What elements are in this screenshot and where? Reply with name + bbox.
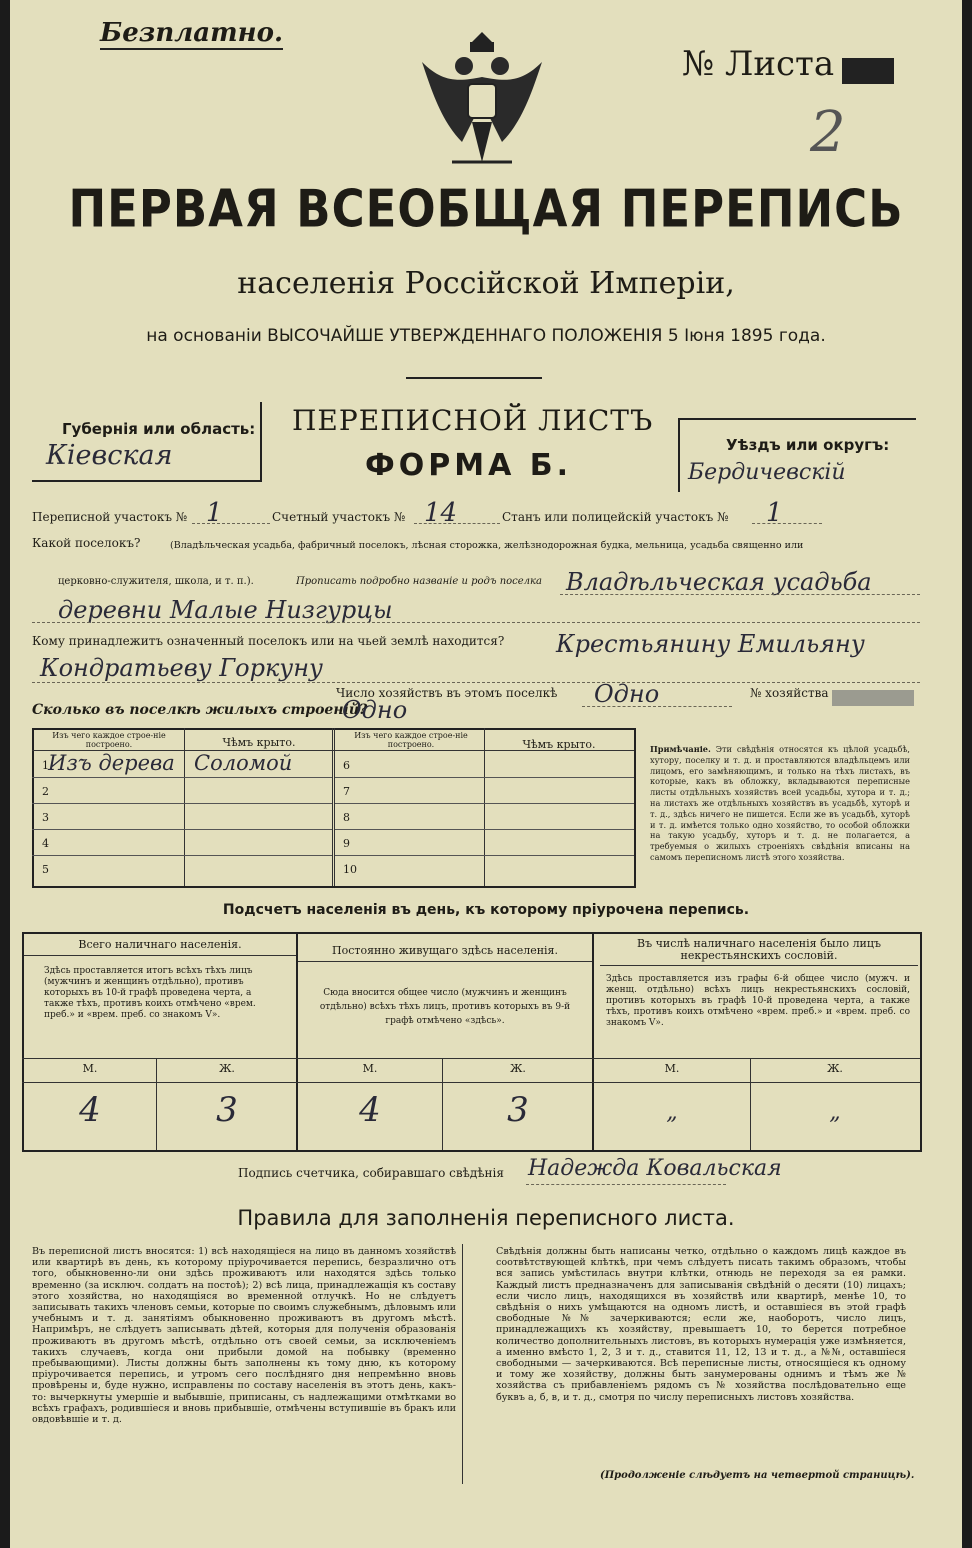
building-row-number: 5 [42, 863, 49, 876]
settlement-hint-3: Прописать подробно названіе и родъ поселка [296, 576, 542, 587]
buildings-header-roof: Чѣмъ крыто. [222, 736, 296, 749]
form-label: ФОРМА Б. [365, 448, 573, 483]
building-row-number: 6 [343, 759, 350, 772]
count-col1-title: Всего наличнаго населенія. [24, 938, 296, 956]
sheet-label: ПЕРЕПИСНОЙ ЛИСТЪ [292, 404, 654, 437]
sheet-number-label: № Листа [682, 44, 835, 84]
divider [406, 377, 542, 379]
building-row [32, 803, 332, 830]
building-row [335, 751, 634, 778]
subtitle: населенія Россійской Имперіи, [237, 266, 735, 301]
count-col2-title: Постоянно живущаго здѣсь населенія. [298, 944, 592, 962]
buildings-value: Одно [342, 696, 408, 724]
household-number-redaction [832, 690, 914, 706]
building-row [335, 829, 634, 856]
building-row [335, 855, 634, 883]
count-nonpeasant-male: „ [666, 1100, 678, 1125]
count-resident-female: 3 [507, 1090, 529, 1130]
count-nonpeasant-female: „ [829, 1100, 841, 1125]
settlement-hint-1: (Владѣльческая усадьба, фабричный поселокъ, лѣсная сторожка, желѣзнодорожная будка, мельница, усадьба священно или [170, 540, 804, 551]
province-value: Кiевская [46, 440, 173, 471]
buildings-header-material: Изъ чего каждое строе-ніе построено. [52, 731, 166, 749]
count-col3-text: Здѣсь проставляется изъ графы 6-й общее число (мужч. и женщ. отдѣльно) всѣхъ лицъ некрестьянскихъ сословій, противъ которыхъ въ графѣ 10-й проведена черта, а также тѣхъ, противъ коихъ отмѣчено «врем. преб.» и «врем. преб. со знакомъ V». [606, 974, 910, 1028]
building-row-number: 4 [42, 837, 49, 850]
count-m-3: М. [664, 1062, 680, 1075]
count-col3-title: Въ числѣ наличнаго населенія было лицъ некрестьянскихъ сословій. [600, 938, 918, 966]
note-block [650, 744, 910, 863]
count-present-male: 4 [79, 1090, 101, 1130]
building-row [335, 777, 634, 804]
building-row-number: 2 [42, 785, 49, 798]
imperial-eagle-icon [412, 22, 552, 174]
count-plot-label: Счетный участокъ № [272, 510, 406, 524]
count-m-1: М. [82, 1062, 98, 1075]
stan-value: 1 [766, 498, 783, 528]
free-label: Безплатно. [100, 18, 283, 48]
count-col1-text: Здѣсь проставляется итогъ всѣхъ тѣхъ лицъ (мужчинъ и женщинъ отдѣльно), противъ которыхъ въ 10-й графѣ проведена черта, а также тѣхъ, противъ коихъ отмѣчено «врем. преб.» и «врем. преб. со знакомъ V». [44, 966, 256, 1020]
census-sheet [10, 0, 962, 1548]
note-text: Эти свѣдѣнія относятся къ цѣлой усадьбѣ, хутору, поселку и т. д. и проставляются владѣльцемъ или лицомъ, его замѣняющимъ, и только на тѣхъ листахъ, въ которые, какъ въ обложку, вкладываются переписные листы отдѣльныхъ хозяйствъ всей усадьбы, хутора и т. д.; на листахъ же отдѣльныхъ хозяйствъ въ усадьбѣ, хуторѣ и т. д., здѣсь ничего не пишется. Если же въ усадьбѣ, хуторѣ и т. д. имѣется только одно хозяйство, то особой обложки на такую усадьбу, хуторъ и т. д. не полагается, а требуемыя о жилыхъ строеніяхъ свѣдѣнія вписаны на самомъ переписномъ листѣ этого хозяйства. [650, 744, 910, 862]
household-number-label: № хозяйства [750, 686, 829, 700]
count-plot-value: 14 [424, 498, 458, 528]
count-f-1: Ж. [219, 1062, 235, 1075]
building-row-number: 8 [343, 811, 350, 824]
building-row-number: 7 [343, 785, 350, 798]
rules-divider [462, 1244, 463, 1484]
owner-value-1: Крестьянину Емильяну [556, 630, 865, 658]
count-present-female: 3 [216, 1090, 238, 1130]
rules-right: Свѣдѣнія должны быть написаны четко, отдѣльно о каждомъ лицѣ каждое въ соотвѣтствующей клѣткѣ, при чемъ слѣдуетъ писать такимъ образомъ, чтобы вся запись умѣстилась внутри клѣтки, отнюдь не переходя за ея рамки. Каждый листъ предназначенъ для записыванія свѣдѣній о десяти (10) лицахъ; если число лицъ, находящихся въ хозяйствѣ или квартирѣ, менѣе 10, то свѣдѣнія о нихъ умѣщаются на одномъ листѣ, и оставшіеся въ этой графѣ свободные №№ зачеркиваются; если же, наоборотъ, число лицъ, принадлежащихъ къ хозяйству, превышаетъ 10, то берется потребное количество дополнительныхъ листовъ, въ которыхъ нумерація уже измѣняется, а именно вмѣсто 1, 2, 3 и т. д., ставится 11, 12, 13 и т. д., а №№, оставшіеся свободными — зачеркиваются. Всѣ переписные листы, относящіеся къ одному и тому же хозяйству, должны быть занумерованы однимъ и тѣмъ же № хозяйства съ прибавленіемъ рядомъ съ № хозяйства послѣдовательно еще буквъ а, б, в, и т. д., смотря по числу переписныхъ листовъ хозяйства. [496, 1246, 906, 1403]
stan-label: Станъ или полицейскій участокъ № [502, 510, 729, 524]
signature-label: Подпись счетчика, собиравшаго свѣдѣнія [238, 1166, 504, 1180]
building-row-number: 10 [343, 863, 357, 876]
basis-line: на основаніи ВЫСОЧАЙШЕ УТВЕРЖДЕННАГО ПОЛОЖЕНІЯ 5 Іюня 1895 года. [146, 326, 826, 346]
note-title: Примѣчаніе. [650, 744, 711, 754]
signature-value: Надежда Ковальская [528, 1156, 782, 1181]
owner-question: Кому принадлежитъ означенный поселокъ или на чьей землѣ находится? [32, 634, 505, 648]
district-value: Бердичевскiй [688, 460, 846, 485]
district-label: Уѣздъ или округъ: [726, 436, 890, 454]
rules-left: Въ переписной листъ вносятся: 1) всѣ находящіеся на лицо въ данномъ хозяйствѣ или квартирѣ въ день, къ которому пріурочивается перепись, безразлично отъ того, обыкновенно-ли они здѣсь проживаютъ или находятся здѣсь только временно (за исключ. солдатъ на постоѣ); 2) всѣ лица, принадлежащія къ составу этого хозяйства, но находящіяся во временной отлучкѣ. Но не слѣдуетъ записывать такихъ членовъ семьи, которые по своимъ служебнымъ, дѣловымъ или учебнымъ и т. д. занятіямъ обыкновенно проживаютъ въ другомъ мѣстѣ. Напримѣръ, не слѣдуетъ записывать дѣтей, которыя для полученія образованія проживаютъ въ другомъ мѣстѣ, отдѣльно отъ своей семьи, за исключеніемъ такихъ случаевъ, когда они прибыли домой на побывку (временно пребывающими). Листы должны быть заполнены къ тому дню, къ которому пріурочивается перепись, и утромъ сего послѣдняго дня непремѣнно вновь провѣрены и, буде нужно, исправлены по составу населенія въ этотъ день, какъ-то: вычеркнуты умершіе и выбывшіе, приписаны, съ надлежащими отмѣтками во всѣхъ графахъ, родившіеся и вновь прибывшіе, отмѣчены вступившіе въ бракъ или овдовѣвшіе и т. д. [32, 1246, 456, 1426]
count-m-2: М. [362, 1062, 378, 1075]
census-plot-label: Переписной участокъ № [32, 510, 188, 524]
count-f-3: Ж. [827, 1062, 843, 1075]
main-title: ПЕРВАЯ ВСЕОБЩАЯ ПЕРЕПИСЬ [68, 178, 904, 239]
count-col2-text: Сюда вносится общее число (мужчинъ и женщинъ отдѣльно) всѣхъ тѣхъ лицъ, противъ которыхъ въ 9-й графѣ отмѣчено «здѣсь». [319, 988, 571, 1026]
owner-value-2: Кондратьеву Горкуну [40, 654, 323, 682]
building-row [32, 855, 332, 883]
households-value: Одно [594, 680, 660, 708]
building-row-number: 1 [42, 759, 49, 772]
rules-title: Правила для заполненія переписного листа. [237, 1206, 735, 1230]
building-material: Изъ дерева [48, 751, 175, 775]
buildings-label: Сколько въ поселкѣ жилыхъ строеній? [32, 702, 368, 718]
settlement-hint-2: церковно-служителя, школа, и т. п.). [58, 576, 254, 587]
households-label: Число хозяйствъ въ этомъ поселкѣ [336, 686, 558, 700]
province-label: Губернія или область: [62, 420, 256, 438]
settlement-value-2: деревни Малые Низгурцы [58, 596, 393, 624]
count-resident-male: 4 [359, 1090, 381, 1130]
count-heading: Подсчетъ населенія въ день, къ которому пріурочена перепись. [222, 902, 750, 918]
settlement-question: Какой поселокъ? [32, 536, 141, 550]
sheet-number-value: 2 [810, 100, 846, 165]
buildings-header-roof-2: Чѣмъ крыто. [522, 738, 596, 751]
count-f-2: Ж. [510, 1062, 526, 1075]
building-roof: Соломой [194, 751, 293, 775]
rules-continued: (Продолженіе слѣдуетъ на четвертой страницѣ). [600, 1470, 915, 1481]
building-row [335, 803, 634, 830]
buildings-header-material-2: Изъ чего каждое строе-ніе построено. [354, 731, 468, 749]
sheet-number-redaction [842, 58, 894, 84]
building-row [32, 777, 332, 804]
building-row-number: 3 [42, 811, 49, 824]
census-plot-value: 1 [206, 498, 223, 528]
settlement-value-1: Владѣльческая усадьба [566, 568, 872, 596]
building-row-number: 9 [343, 837, 350, 850]
building-row [32, 751, 332, 778]
building-row [32, 829, 332, 856]
